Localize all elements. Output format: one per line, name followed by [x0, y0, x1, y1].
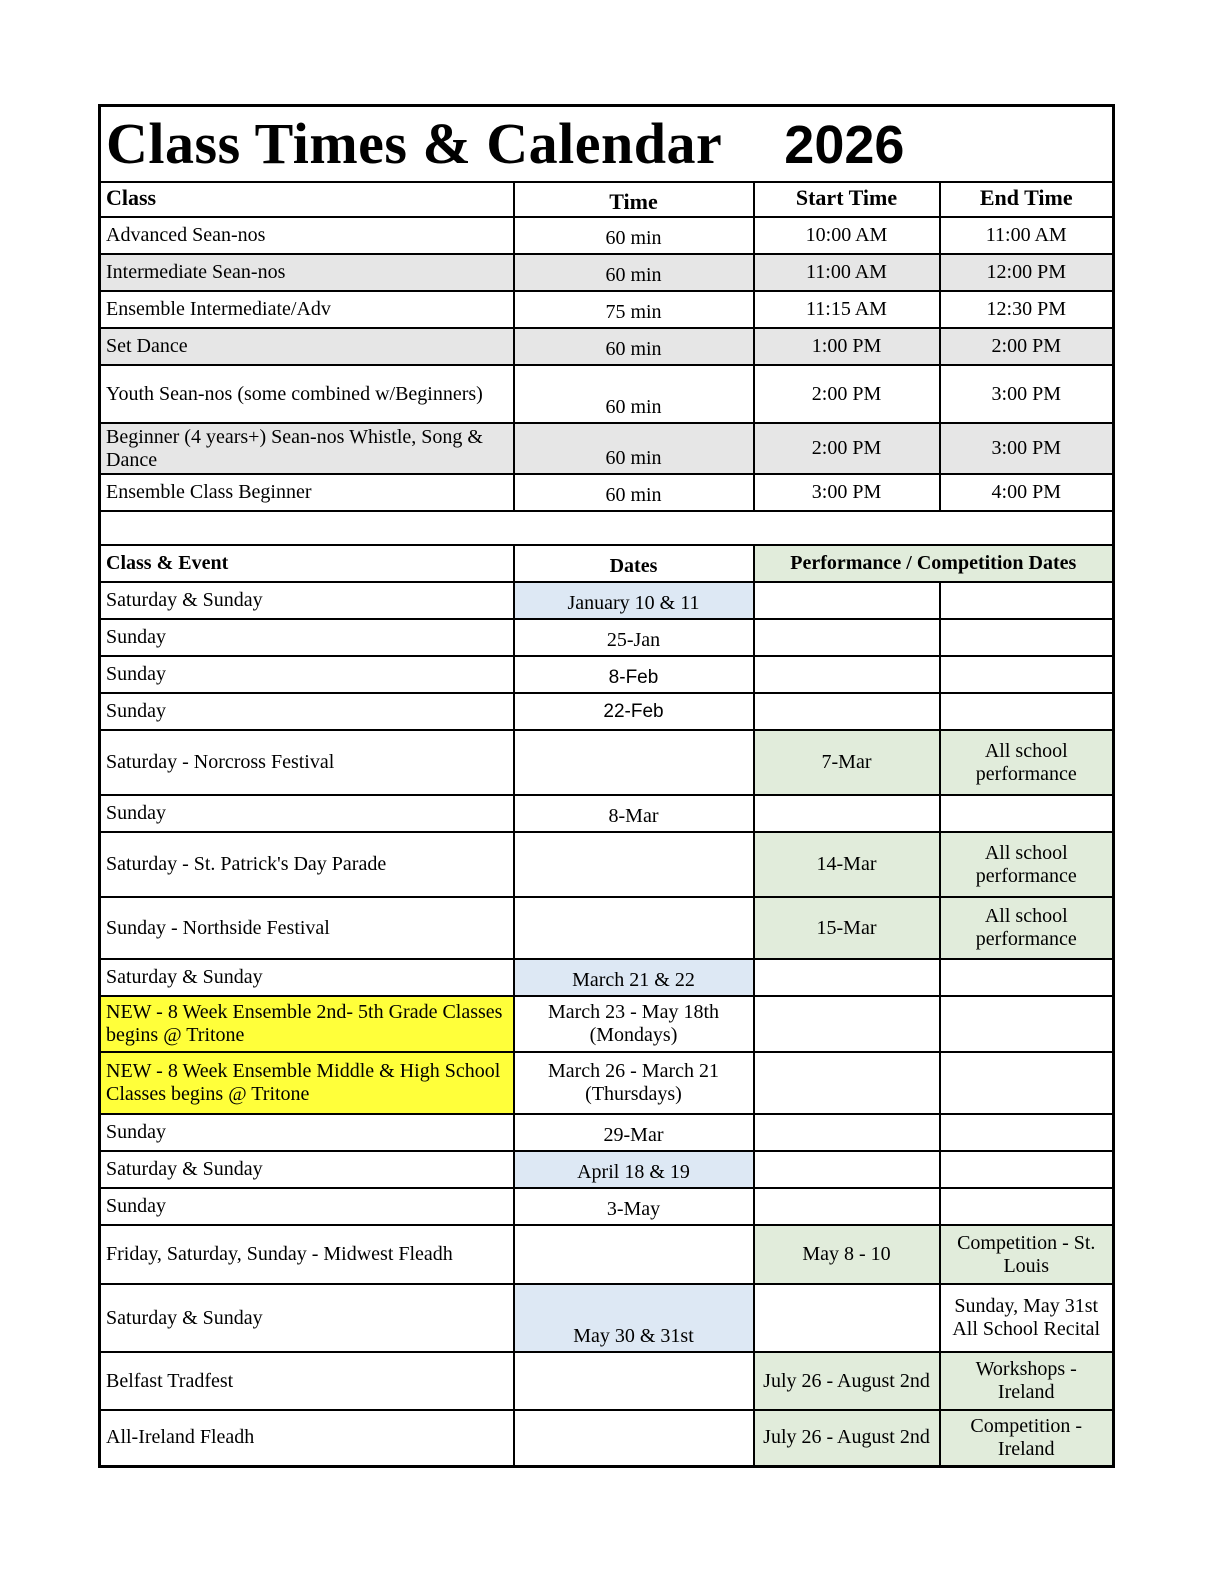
class-name: Beginner (4 years+) Sean-nos Whistle, Song & Dance — [100, 423, 514, 474]
event-dates: 8-Feb — [514, 656, 754, 693]
event-dates: 22-Feb — [514, 693, 754, 730]
performance-date — [754, 959, 940, 996]
end-time-column-header: End Time — [940, 182, 1114, 217]
schedule-row — [100, 328, 1114, 365]
event-dates: 8-Mar — [514, 795, 754, 832]
class-duration: 60 min — [514, 328, 754, 365]
title-text: Class Times & Calendar — [106, 110, 723, 176]
title-row — [100, 106, 1114, 183]
performance-date — [754, 656, 940, 693]
event-name: Saturday & Sunday — [100, 1284, 514, 1352]
class-name: Ensemble Class Beginner — [100, 474, 514, 511]
performance-note: Workshops - Ireland — [940, 1352, 1114, 1410]
dates-column-header: Dates — [514, 545, 754, 582]
performance-column-header: Performance / Competition Dates — [754, 545, 1114, 582]
class-start-time: 11:15 AM — [754, 291, 940, 328]
class-start-time: 3:00 PM — [754, 474, 940, 511]
event-name: Friday, Saturday, Sunday - Midwest Fleadh — [100, 1225, 514, 1284]
event-name: NEW - 8 Week Ensemble Middle & High School Classes begins @ Tritone — [100, 1052, 514, 1114]
class-duration: 60 min — [514, 365, 754, 423]
performance-note — [940, 996, 1114, 1052]
performance-date: July 26 - August 2nd — [754, 1410, 940, 1466]
calendar-row — [100, 897, 1114, 959]
schedule-row — [100, 474, 1114, 511]
event-name: Saturday - Norcross Festival — [100, 730, 514, 795]
event-name: Belfast Tradfest — [100, 1352, 514, 1410]
class-end-time: 4:00 PM — [940, 474, 1114, 511]
performance-note — [940, 959, 1114, 996]
event-dates: 3-May — [514, 1188, 754, 1225]
performance-note — [940, 619, 1114, 656]
performance-date — [754, 1151, 940, 1188]
event-dates — [514, 832, 754, 897]
event-dates: 29-Mar — [514, 1114, 754, 1151]
event-name: Sunday — [100, 656, 514, 693]
event-name: Sunday — [100, 693, 514, 730]
page-title — [100, 106, 1114, 183]
event-dates: April 18 & 19 — [514, 1151, 754, 1188]
class-name: Set Dance — [100, 328, 514, 365]
event-name: Saturday & Sunday — [100, 582, 514, 619]
event-name: Saturday & Sunday — [100, 1151, 514, 1188]
class-duration: 60 min — [514, 217, 754, 254]
calendar-row — [100, 656, 1114, 693]
calendar-row — [100, 1114, 1114, 1151]
class-name: Advanced Sean-nos — [100, 217, 514, 254]
performance-date — [754, 996, 940, 1052]
schedule-row — [100, 217, 1114, 254]
performance-note: Competition - Ireland — [940, 1410, 1114, 1466]
performance-date — [754, 693, 940, 730]
event-name: Sunday — [100, 1114, 514, 1151]
performance-note: All school performance — [940, 897, 1114, 959]
class-start-time: 2:00 PM — [754, 365, 940, 423]
event-dates — [514, 730, 754, 795]
performance-note — [940, 795, 1114, 832]
calendar-row — [100, 693, 1114, 730]
performance-note — [940, 1114, 1114, 1151]
class-start-time: 10:00 AM — [754, 217, 940, 254]
event-dates — [514, 1352, 754, 1410]
class-name: Youth Sean-nos (some combined w/Beginners) — [100, 365, 514, 423]
performance-note — [940, 1052, 1114, 1114]
class-name: Intermediate Sean-nos — [100, 254, 514, 291]
class-start-time: 2:00 PM — [754, 423, 940, 474]
schedule-header-row — [100, 182, 1114, 217]
performance-note — [940, 582, 1114, 619]
performance-note: All school performance — [940, 730, 1114, 795]
performance-note: Sunday, May 31st All School Recital — [940, 1284, 1114, 1352]
event-name: Sunday — [100, 795, 514, 832]
calendar-row — [100, 1151, 1114, 1188]
performance-date: 15-Mar — [754, 897, 940, 959]
performance-date — [754, 1052, 940, 1114]
class-start-time: 11:00 AM — [754, 254, 940, 291]
performance-date: May 8 - 10 — [754, 1225, 940, 1284]
performance-note: All school performance — [940, 832, 1114, 897]
class-column-header: Class — [100, 182, 514, 217]
event-column-header: Class & Event — [100, 545, 514, 582]
event-dates: 25-Jan — [514, 619, 754, 656]
spacer-cell — [100, 511, 1114, 545]
class-end-time: 12:00 PM — [940, 254, 1114, 291]
calendar-row — [100, 1410, 1114, 1466]
performance-note — [940, 1188, 1114, 1225]
class-duration: 75 min — [514, 291, 754, 328]
event-name: Sunday — [100, 1188, 514, 1225]
class-start-time: 1:00 PM — [754, 328, 940, 365]
calendar-row — [100, 959, 1114, 996]
spacer-row — [100, 511, 1114, 545]
event-dates: May 30 & 31st — [514, 1284, 754, 1352]
title-year: 2026 — [784, 114, 905, 175]
event-name: NEW - 8 Week Ensemble 2nd- 5th Grade Classes begins @ Tritone — [100, 996, 514, 1052]
performance-note — [940, 693, 1114, 730]
performance-note — [940, 1151, 1114, 1188]
performance-date — [754, 1284, 940, 1352]
calendar-header-row — [100, 545, 1114, 582]
event-name: Sunday — [100, 619, 514, 656]
event-name: Sunday - Northside Festival — [100, 897, 514, 959]
schedule-row — [100, 365, 1114, 423]
performance-date: 14-Mar — [754, 832, 940, 897]
class-duration: 60 min — [514, 474, 754, 511]
calendar-row — [100, 1052, 1114, 1114]
calendar-row — [100, 795, 1114, 832]
calendar-row — [100, 1225, 1114, 1284]
event-dates — [514, 1225, 754, 1284]
class-end-time: 12:30 PM — [940, 291, 1114, 328]
performance-date: 7-Mar — [754, 730, 940, 795]
performance-note: Competition - St. Louis — [940, 1225, 1114, 1284]
performance-note — [940, 656, 1114, 693]
performance-date — [754, 795, 940, 832]
schedule-row — [100, 423, 1114, 474]
event-dates: January 10 & 11 — [514, 582, 754, 619]
calendar-row — [100, 996, 1114, 1052]
calendar-row — [100, 730, 1114, 795]
performance-date — [754, 1114, 940, 1151]
event-name: Saturday - St. Patrick's Day Parade — [100, 832, 514, 897]
calendar-row — [100, 619, 1114, 656]
event-name: Saturday & Sunday — [100, 959, 514, 996]
performance-date — [754, 619, 940, 656]
event-dates: March 23 - May 18th (Mondays) — [514, 996, 754, 1052]
start-time-column-header: Start Time — [754, 182, 940, 217]
class-duration: 60 min — [514, 423, 754, 474]
calendar-row — [100, 582, 1114, 619]
class-duration: 60 min — [514, 254, 754, 291]
schedule-row — [100, 254, 1114, 291]
class-end-time: 3:00 PM — [940, 365, 1114, 423]
event-name: All-Ireland Fleadh — [100, 1410, 514, 1466]
class-end-time: 11:00 AM — [940, 217, 1114, 254]
calendar-row — [100, 832, 1114, 897]
event-dates: March 26 - March 21 (Thursdays) — [514, 1052, 754, 1114]
class-end-time: 3:00 PM — [940, 423, 1114, 474]
event-dates: March 21 & 22 — [514, 959, 754, 996]
class-name: Ensemble Intermediate/Adv — [100, 291, 514, 328]
event-dates — [514, 1410, 754, 1466]
performance-date: July 26 - August 2nd — [754, 1352, 940, 1410]
performance-date — [754, 582, 940, 619]
time-column-header: Time — [514, 182, 754, 217]
performance-date — [754, 1188, 940, 1225]
schedule-row — [100, 291, 1114, 328]
calendar-row — [100, 1284, 1114, 1352]
class-end-time: 2:00 PM — [940, 328, 1114, 365]
calendar-row — [100, 1188, 1114, 1225]
calendar-row — [100, 1352, 1114, 1410]
class-calendar-table — [98, 104, 1115, 1468]
event-dates — [514, 897, 754, 959]
